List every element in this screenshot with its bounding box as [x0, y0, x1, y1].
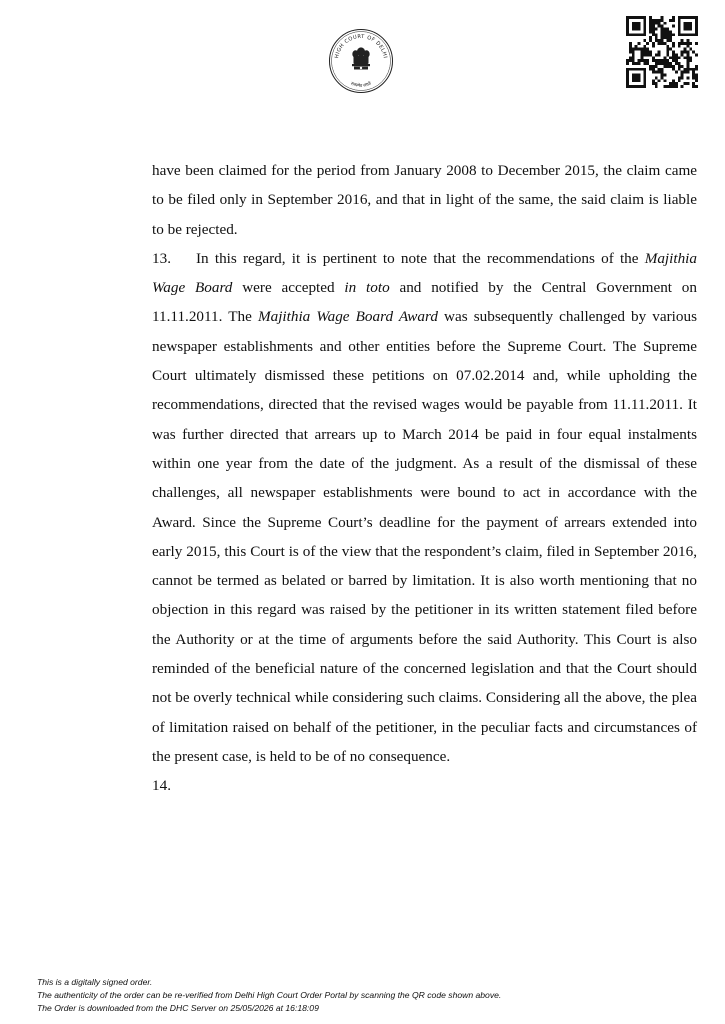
paragraph-number-14: 14. — [152, 777, 171, 795]
footer-line-1: This is a digitally signed order. — [37, 977, 153, 987]
p13-italic-2: in toto — [344, 279, 390, 297]
p13-text-4: was subsequently challenged by various newspaper establishments and other entities before the Supreme Court. The Supreme Court ultimately dismissed these petitions on 07.02.2014 and, while upholding the recommendations, directed that the revised wages would be payable from 11.11.2011. It was further directed that arrears up to March 2014 be paid in four equal instalments within one year from the date of the judgment. As a result of the dismissal of these challenges, all newspaper establishments were bound to act in accordance with the Award. Since the Supreme Court’s deadline for the payment of arrears extended into early 2015, this Court is of the view that the respondent’s claim, filed in September 2016, cannot be termed as belated or barred by limitation. It is also worth mentioning that no objection in this regard was raised by the petitioner in its written statement filed before the Authority or at the time of arguments before the said Authority. This Court is also reminded of the beneficial nature of the concerned legislation and that the Court should not be overly technical while considering such claims. Considering all the above, the plea of limitation raised on behalf of the petitioner, in the peculiar facts and circumstances of the present case, is held to be of no consequence. — [152, 308, 697, 765]
paragraph-13 — [152, 244, 697, 771]
order-body — [152, 156, 697, 801]
p13-text-1: In this regard, it is pertinent to note that the recommendations of the — [196, 249, 645, 267]
p13-text-3: and notified by the Central Government on 11.11.2011. The — [152, 279, 697, 326]
p13-italic-3: Majithia Wage Board Award — [257, 308, 438, 326]
p13-italic-1: Majithia Wage Board — [152, 249, 697, 297]
seal-top-text: HIGH COURT OF DELHI — [334, 33, 388, 59]
seal-bottom-text: सत्यमेव जयते — [349, 81, 373, 90]
footer-line-2: The authenticity of the order can be re-verified from Delhi High Court Order Portal by scanning the QR code shown above. — [37, 990, 502, 1000]
p13-text-2: were accepted — [232, 279, 345, 297]
court-seal-icon — [328, 28, 394, 94]
qr-code-icon — [626, 16, 698, 88]
paragraph-continuation: have been claimed for the period from January 2008 to December 2015, the claim came to be filed only in September 2016, and that in light of the same, the said claim is liable to be rejected. — [152, 162, 697, 238]
paragraph-14 — [152, 771, 697, 800]
digital-signature-footer — [37, 976, 717, 1015]
footer-line-3: The Order is downloaded from the DHC Server on 25/05/2026 at 16:18:09 — [37, 1003, 319, 1013]
svg-text:सत्यमेव जयते — [350, 80, 373, 89]
paragraph-number-13: 13. — [152, 249, 171, 267]
